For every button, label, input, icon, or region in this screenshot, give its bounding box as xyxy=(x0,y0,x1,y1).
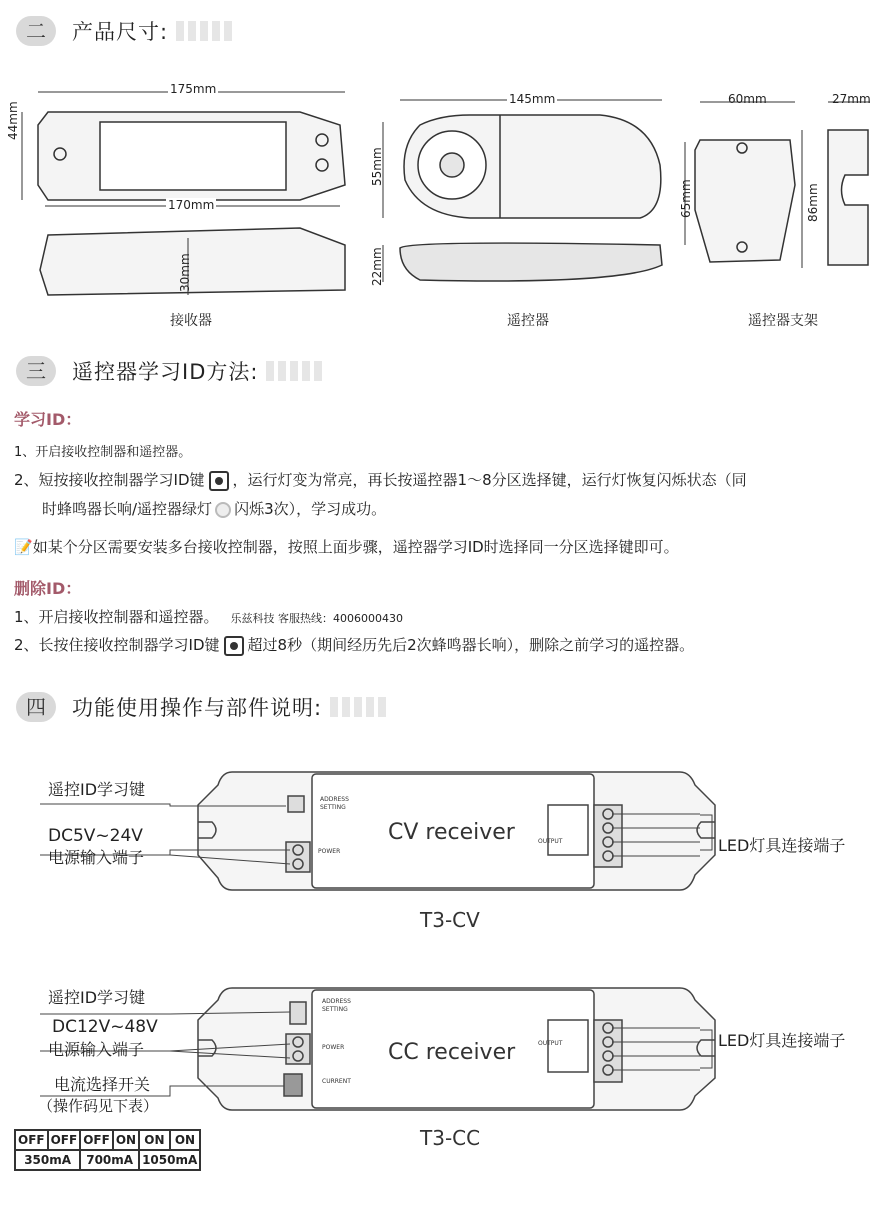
cv-label-led: LED灯具连接端子 xyxy=(718,836,846,855)
table-cell: OFF xyxy=(80,1130,113,1150)
table-cell: 700mA xyxy=(80,1150,139,1170)
caption-receiver: 接收器 xyxy=(170,313,212,329)
hotline: 乐兹科技 客服热线：4006000430 xyxy=(230,612,404,625)
caption-remote: 遥控器 xyxy=(507,313,549,329)
cc-receiver-name: CC receiver xyxy=(388,1040,516,1065)
delete-step-1: 1、开启接收控制器和遥控器。 乐兹科技 客服热线：4006000430 xyxy=(14,608,404,626)
cc-label-power: 电源输入端子 xyxy=(48,1040,145,1059)
cv-label-dc: DC5V~24V xyxy=(48,826,143,846)
table-cell: OFF xyxy=(48,1130,81,1150)
note-icon: 📝 xyxy=(14,538,33,556)
decoration xyxy=(330,697,388,717)
dim-bracket-height: 65mm xyxy=(679,179,693,218)
current-code-table xyxy=(14,1129,201,1171)
learn-title: 学习ID： xyxy=(14,410,82,429)
cv-small-power: POWER xyxy=(318,848,341,855)
cv-small-output: OUTPUT xyxy=(538,838,563,845)
cc-label-id-button: 遥控ID学习键 xyxy=(48,988,146,1007)
cc-model: T3-CC xyxy=(420,1126,481,1150)
section-number: 二 xyxy=(16,16,56,46)
cc-label-led: LED灯具连接端子 xyxy=(718,1031,846,1050)
table-cell: ON xyxy=(139,1130,170,1150)
dim-receiver-side-height: 30mm xyxy=(178,253,192,292)
cv-model: T3-CV xyxy=(420,908,480,932)
cv-small-address: ADDRESS SETTING xyxy=(320,796,349,811)
dimension-drawings xyxy=(0,70,873,310)
dim-bracket-width: 60mm xyxy=(728,92,767,106)
cc-label-dc: DC12V~48V xyxy=(52,1017,158,1037)
cc-small-power: POWER xyxy=(322,1044,345,1051)
dim-remote-height: 55mm xyxy=(370,147,384,186)
table-cell: ON xyxy=(113,1130,139,1150)
cc-small-current: CURRENT xyxy=(322,1078,351,1085)
learn-button-icon xyxy=(209,471,229,491)
decoration xyxy=(176,21,234,41)
delete-step-2: 2、长按住接收控制器学习ID键 超过8秒（期间经历先后2次蜂鸣器长响），删除之前学习的遥控器。 xyxy=(14,636,695,654)
green-led-icon xyxy=(215,502,231,518)
section-title: 遥控器学习ID方法: xyxy=(72,360,259,384)
cc-label-switch-note: （操作码见下表） xyxy=(38,1097,159,1115)
dim-receiver-inner-width: 170mm xyxy=(168,198,215,212)
learn-step-1: 1、开启接收控制器和遥控器。 xyxy=(14,445,192,460)
delete-title: 删除ID： xyxy=(14,579,82,598)
table-cell: ON xyxy=(170,1130,201,1150)
learn-note: 📝如某个分区需要安装多台接收控制器，按照上面步骤，遥控器学习ID时选择同一分区选择键即可。 xyxy=(14,538,679,556)
dim-bracket-total-height: 86mm xyxy=(806,183,820,222)
section-number: 四 xyxy=(16,692,56,722)
dim-remote-width: 145mm xyxy=(509,92,556,106)
cv-receiver-name: CV receiver xyxy=(388,820,515,845)
dim-remote-thickness: 22mm xyxy=(370,247,384,286)
section-header-dimensions xyxy=(16,14,234,48)
decoration xyxy=(266,361,324,381)
dim-bracket-depth: 27mm xyxy=(832,92,871,106)
section-title: 产品尺寸: xyxy=(72,20,169,44)
caption-bracket: 遥控器支架 xyxy=(748,313,818,329)
cv-label-power: 电源输入端子 xyxy=(48,848,145,867)
section-title: 功能使用操作与部件说明: xyxy=(72,696,323,720)
table-row xyxy=(15,1130,200,1150)
cc-small-output: OUTPUT xyxy=(538,1040,563,1047)
table-cell: 350mA xyxy=(15,1150,80,1170)
learn-button-icon xyxy=(224,636,244,656)
cv-label-id-button: 遥控ID学习键 xyxy=(48,780,146,799)
section-header-parts xyxy=(16,690,388,724)
dim-receiver-height: 44mm xyxy=(6,101,20,140)
cc-label-switch: 电流选择开关 xyxy=(54,1075,151,1094)
learn-step-2: 2、短按接收控制器学习ID键 ，运行灯变为常亮，再长按遥控器1～8分区选择键，运行灯恢复闪烁状态（同 xyxy=(14,471,747,489)
table-row xyxy=(15,1150,200,1170)
section-header-learn xyxy=(16,354,324,388)
cc-small-address: ADDRESS SETTING xyxy=(322,998,351,1013)
learn-step-2-cont: 时蜂鸣器长响/遥控器绿灯 闪烁3次），学习成功。 xyxy=(42,500,387,518)
table-cell: OFF xyxy=(15,1130,48,1150)
dim-receiver-width: 175mm xyxy=(170,82,217,96)
table-cell: 1050mA xyxy=(139,1150,200,1170)
section-number: 三 xyxy=(16,356,56,386)
